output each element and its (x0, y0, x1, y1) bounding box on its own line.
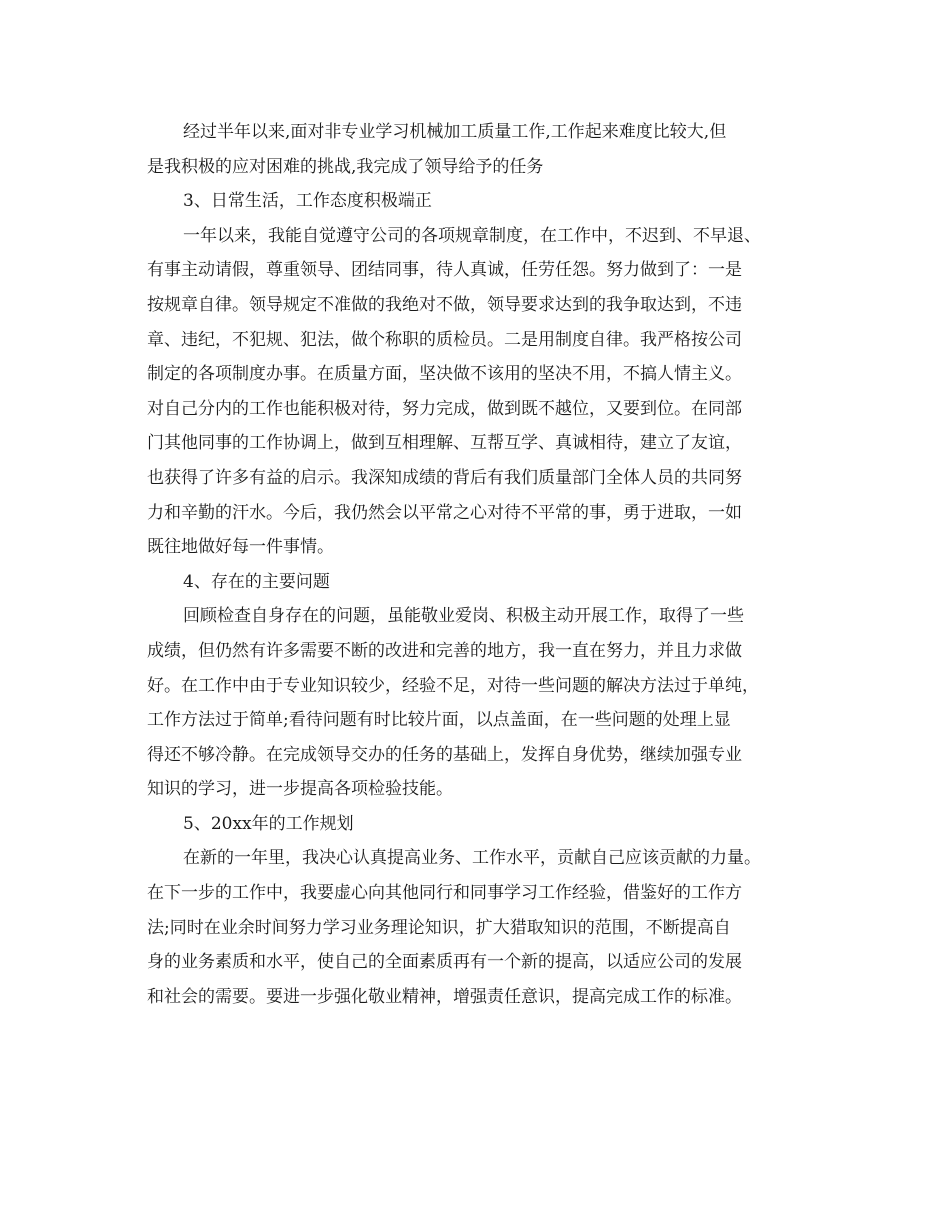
text-line: 好。在工作中由于专业知识较少，经验不足，对待一些问题的解决方法过于单纯， (147, 675, 759, 696)
text-line: 有事主动请假，尊重领导、团结同事，待人真诚，任劳任怨。努力做到了：一是 (147, 260, 742, 281)
text-line: 是我积极的应对困难的挑战,我完成了领导给予的任务 (147, 156, 544, 177)
text-line: 得还不够冷静。在完成领导交办的任务的基础上，发挥自身优势，继续加强专业 (147, 744, 742, 765)
text-line: 身的业务素质和水平，使自己的全面素质再有一个新的提高，以适应公司的发展 (147, 952, 742, 973)
document-body (147, 118, 807, 1017)
text-line: 法;同时在业余时间努力学习业务理论知识，扩大猎取知识的范围，不断提高自 (147, 917, 731, 938)
text-line: 工作方法过于简单;看待问题有时比较片面，以点盖面，在一些问题的处理上显 (147, 710, 731, 731)
text-line: 力和辛勤的汗水。今后，我仍然会以平常之心对待不平常的事，勇于进取，一如 (147, 502, 742, 523)
text-line: 回顾检查自身存在的问题，虽能敬业爱岗、积极主动开展工作，取得了一些 (183, 606, 744, 627)
text-line: 既往地做好每一件事情。 (147, 537, 334, 558)
text-line: 3、日常生活，工作态度积极端正 (183, 191, 432, 212)
text-line: 5、20xx年的工作规划 (183, 813, 354, 834)
text-line: 章、违纪，不犯规、犯法，做个称职的质检员。二是用制度自律。我严格按公司 (147, 329, 742, 350)
text-line: 门其他同事的工作协调上，做到互相理解、互帮互学、真诚相待，建立了友谊， (147, 433, 742, 454)
text-line: 制定的各项制度办事。在质量方面，坚决做不该用的坚决不用，不搞人情主义。 (147, 364, 742, 385)
text-line: 在新的一年里，我决心认真提高业务、工作水平，贡献自己应该贡献的力量。 (183, 848, 761, 869)
text-line: 一年以来，我能自觉遵守公司的各项规章制度，在工作中，不迟到、不早退、 (183, 225, 761, 246)
text-line: 知识的学习，进一步提高各项检验技能。 (147, 779, 453, 800)
text-line: 按规章自律。领导规定不准做的我绝对不做，领导要求达到的我争取达到，不违 (147, 294, 742, 315)
text-line: 和社会的需要。要进一步强化敬业精神，增强责任意识，提高完成工作的标准。 (147, 986, 742, 1007)
text-line: 4、存在的主要问题 (183, 571, 330, 592)
text-line: 对自己分内的工作也能积极对待，努力完成，做到既不越位，又要到位。在同部 (147, 398, 742, 419)
text-line: 也获得了许多有益的启示。我深知成绩的背后有我们质量部门全体人员的共同努 (147, 467, 742, 488)
text-line: 成绩，但仍然有许多需要不断的改进和完善的地方，我一直在努力，并且力求做 (147, 640, 742, 661)
text-line: 在下一步的工作中，我要虚心向其他同行和同事学习工作经验，借鉴好的工作方 (147, 883, 742, 904)
text-line: 经过半年以来,面对非专业学习机械加工质量工作,工作起来难度比较大,但 (183, 122, 727, 142)
